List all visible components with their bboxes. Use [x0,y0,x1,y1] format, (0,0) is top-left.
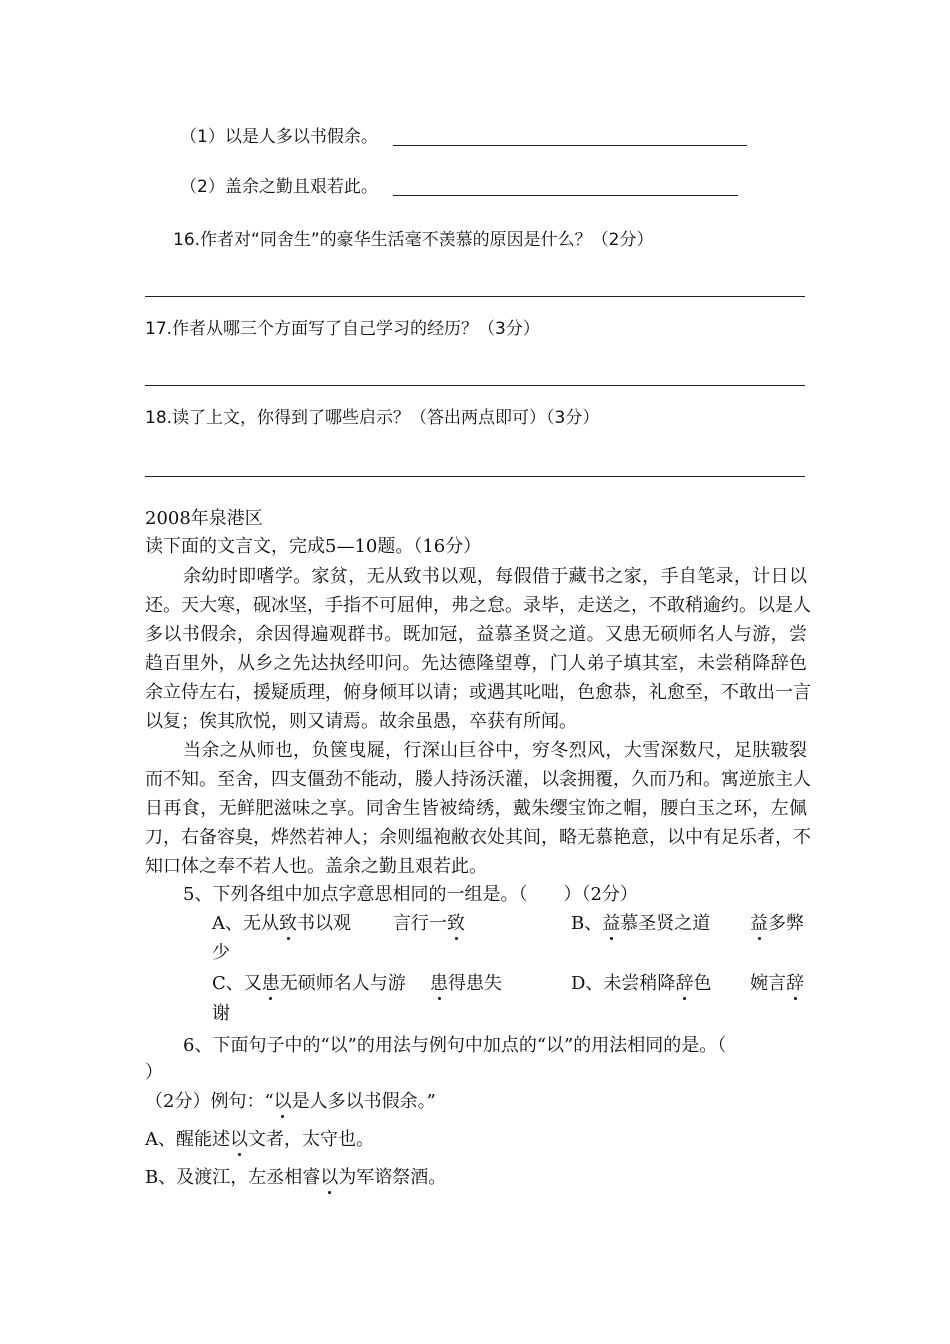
q5-a2-dotted-char: 致 [447,911,465,937]
q5-option-d: D、未尝稍降辞色 [571,971,711,997]
q6-paren-close: ） [145,1062,163,1083]
q5-stem: 5、下列各组中加点字意思相同的一组是。（ ）（2分） [183,884,638,905]
q5-option-b: B、益慕圣贤之道 [571,911,710,937]
q6-stem: 6、下面句子中的“以”的用法与例句中加点的“以”的用法相同的是。（ [183,1035,727,1056]
q15-2-answer-line [393,195,738,196]
passage-p2-line-5: 知口体之奉不若人也。盖余之勤且艰若此。 [145,856,487,877]
passage-p1-line-2: 还。天大寒，砚冰坚，手指不可屈伸，弗之怠。录毕，走送之，不敢稍逾约。以是人 [145,595,811,616]
q5-b-dotted-char: 益 [602,911,620,937]
q17-text: 17.作者从哪三个方面写了自己学习的经历？（3分） [145,319,540,339]
q5-a-dotted-char: 致 [279,911,297,937]
q5-b2-dotted-char: 益 [750,911,768,937]
section-source: 2008年泉港区 [145,508,263,529]
passage-p2-line-1: 当余之从师也，负箧曳屣，行深山巨谷中，穷冬烈风，大雪深数尺，足肤皲裂 [183,740,807,761]
passage-p2-line-2: 而不知。至舍，四支僵劲不能动，媵人持汤沃灌，以衾拥覆，久而乃和。寓逆旅主人 [145,769,811,790]
q5-option-d-wrap: 谢 [212,1003,230,1024]
q5-c2-dotted-char: 患 [430,971,448,997]
passage-p1-line-5: 余立侍左右，援疑质理，俯身倾耳以请；或遇其叱咄，色愈恭，礼愈至，不敢出一言 [145,682,811,703]
q16-text: 16.作者对“同舍生”的豪华生活毫不羡慕的原因是什么？（2分） [173,230,654,250]
q6-option-b: B、及渡江，左丞相睿以为军谘祭酒。 [145,1165,446,1191]
passage-p1-line-6: 以复；俟其欣悦，则又请焉。故余虽愚，卒获有所闻。 [145,711,577,732]
q17-answer-line [145,385,805,386]
passage-p2-line-3: 日再食，无鲜肥滋味之享。同舍生皆被绮绣，戴朱缨宝饰之帽，腰白玉之环，左佩 [145,798,807,819]
q5-option-d-compare: 婉言辞 [750,971,804,997]
q5-c-dotted-char: 患 [262,971,280,997]
q5-option-c: C、又患无硕师名人与游 [212,971,406,997]
q6-a-dotted-char: 以 [230,1127,248,1153]
passage-p1-line-4: 趋百里外，从乡之先达执经叩问。先达德隆望尊，门人弟子填其室，未尝稍降辞色 [145,653,807,674]
q6-b-dotted-char: 以 [320,1165,338,1191]
q6-example-dotted-char: 以 [274,1089,292,1115]
q15-2-text: （2）盖余之勤且艰若此。 [180,177,378,197]
q15-1-answer-line [393,145,747,146]
q5-option-c-compare: 患得患失 [430,971,502,997]
q6-option-a: A、醒能述以文者，太守也。 [145,1127,374,1153]
q5-option-b-compare: 益多弊 [750,911,804,937]
q18-answer-line [145,476,805,477]
q5-option-b-wrap: 少 [212,942,230,963]
section-instruction: 读下面的文言文，完成5—10题。（16分） [145,536,482,557]
q5-d-dotted-char: 辞 [675,971,693,997]
q18-text: 18.读了上文，你得到了哪些启示？（答出两点即可）（3分） [145,408,600,428]
q16-answer-line [145,296,805,297]
q15-1-text: （1）以是人多以书假余。 [180,127,378,147]
q6-example: （2分）例句：“以是人多以书假余。” [145,1089,436,1115]
passage-p2-line-4: 刀，右备容臭，烨然若神人；余则缊袍敝衣处其间，略无慕艳意，以中有足乐者，不 [145,827,811,848]
passage-p1-line-3: 多以书假余，余因得遍观群书。既加冠，益慕圣贤之道。又患无硕师名人与游，尝 [145,624,807,645]
passage-p1-line-1: 余幼时即嗜学。家贫，无从致书以观，每假借于藏书之家，手自笔录，计日以 [183,566,807,587]
q5-option-a-compare: 言行一致 [393,911,465,937]
q5-d2-dotted-char: 辞 [786,971,804,997]
q5-option-a: A、无从致书以观 [212,911,351,937]
